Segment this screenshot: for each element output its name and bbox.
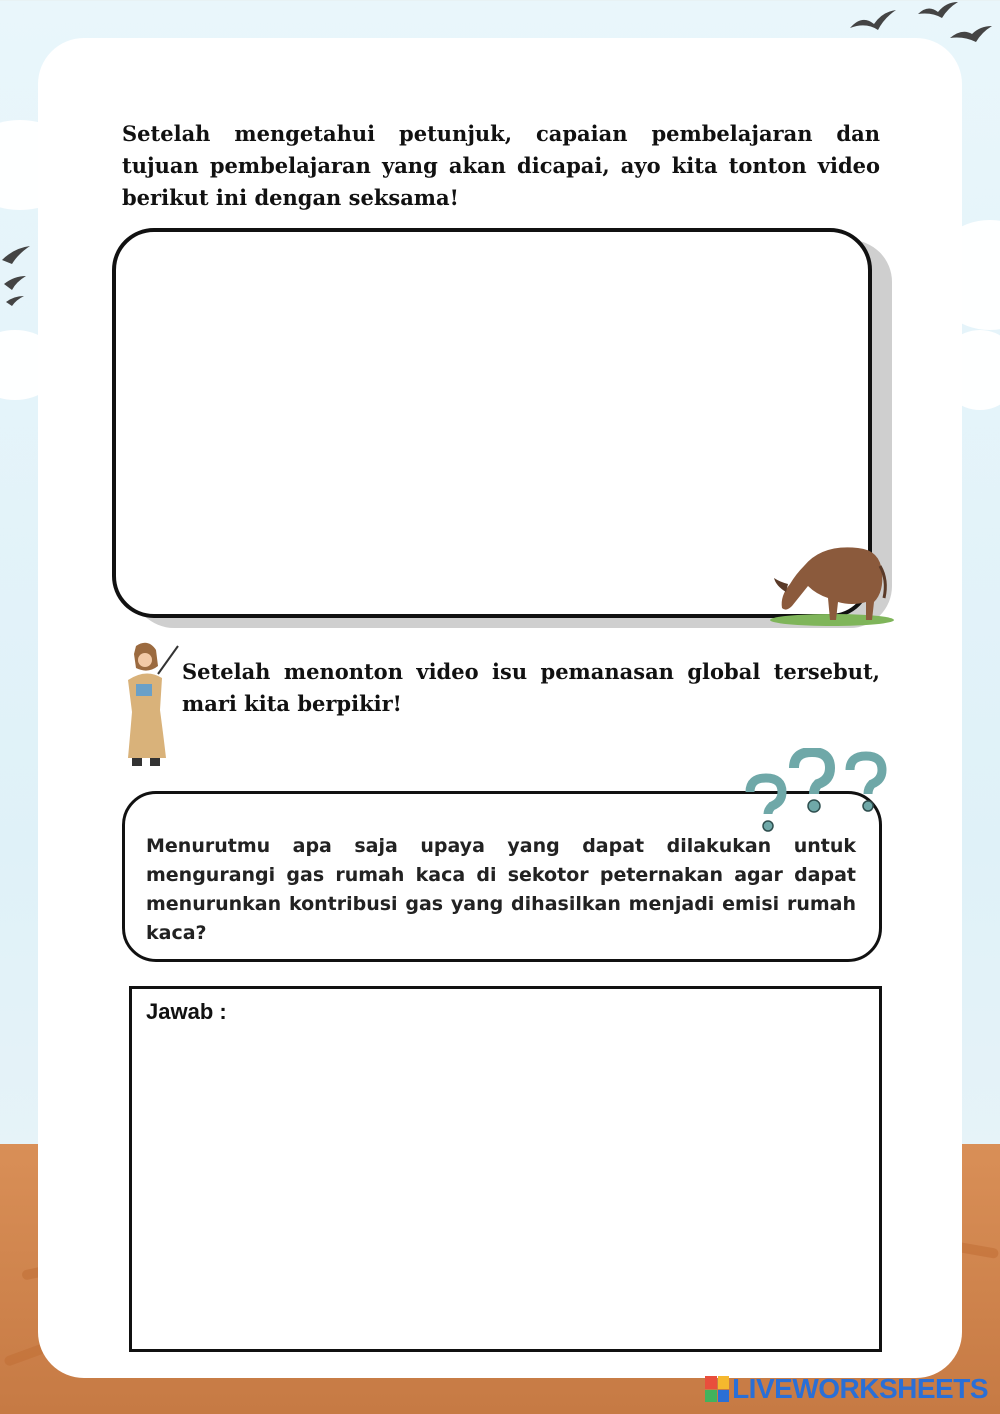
intro-instruction: Setelah mengetahui petunjuk, capaian pembelajaran dan tujuan pembelajaran yang akan dicapai, ayo kita tonton video berikut ini dengan seksama! xyxy=(122,121,880,210)
liveworksheets-badge-icon xyxy=(705,1376,729,1402)
brand-name: LIVEWORKSHEETS xyxy=(732,1373,988,1404)
answer-input[interactable] xyxy=(146,1033,865,1335)
answer-box xyxy=(129,986,882,1352)
flying-birds-icon xyxy=(0,240,40,310)
video-placeholder[interactable] xyxy=(112,228,872,618)
grazing-buffalo-icon xyxy=(766,536,896,628)
question-marks-icon xyxy=(742,748,892,832)
question-text: Menurutmu apa saja upaya yang dapat dilakukan untuk mengurangi gas rumah kaca di sekotor peternakan agar dapat menurunkan kontribusi gas yang dihasilkan menjadi emisi rumah kaca? xyxy=(146,835,856,944)
reflection-prompt: Setelah menonton video isu pemanasan global tersebut, mari kita berpikir! xyxy=(182,659,880,716)
teacher-pointing-icon xyxy=(118,640,180,770)
answer-label: Jawab : xyxy=(146,999,227,1024)
liveworksheets-logo xyxy=(705,1372,988,1406)
